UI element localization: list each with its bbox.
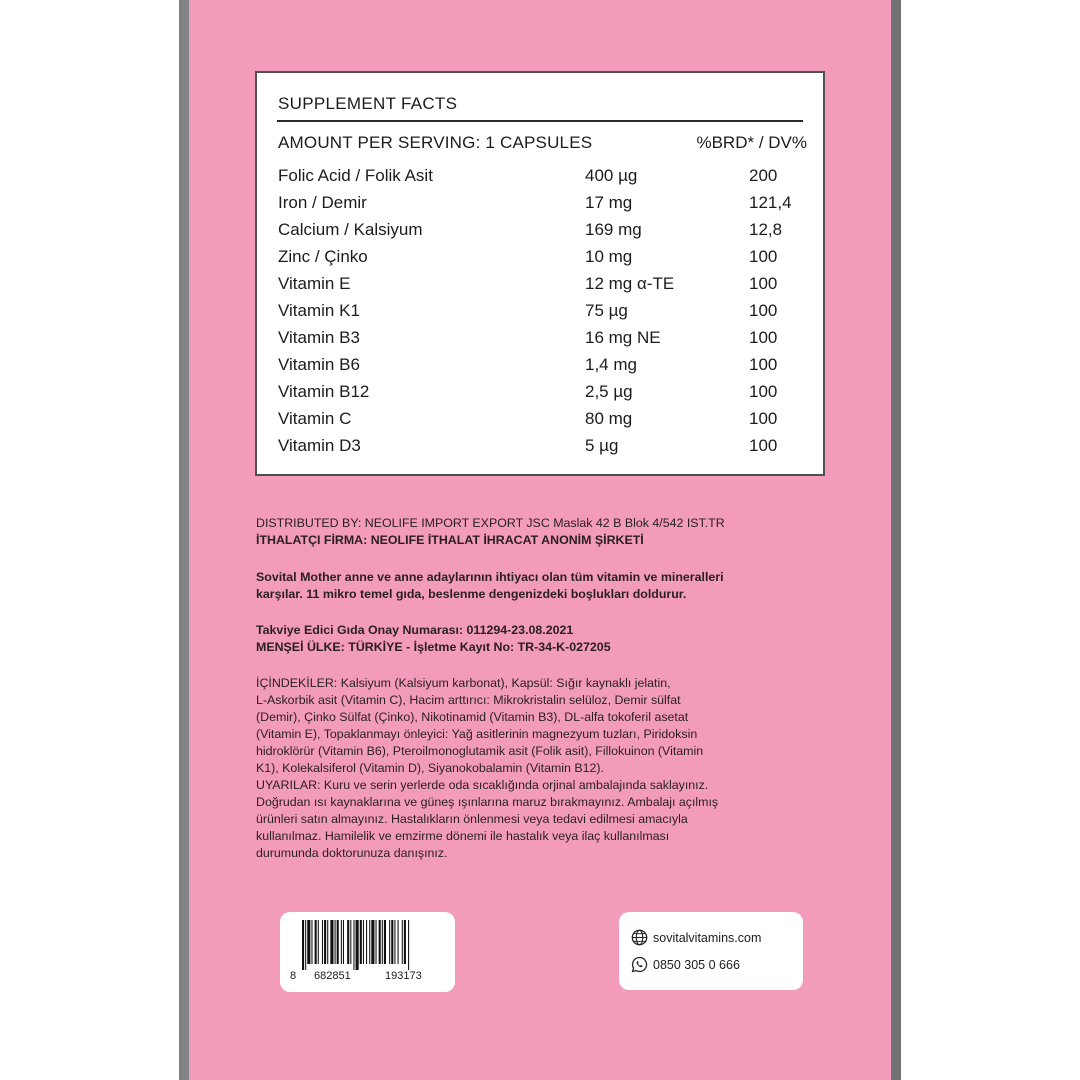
barcode-bar	[389, 920, 390, 964]
description-line: Sovital Mother anne ve anne adaylarının ihtiyacı olan tüm vitamin ve mineralleri	[256, 570, 724, 584]
barcode-bar	[315, 920, 317, 964]
serving-label: AMOUNT PER SERVING: 1 CAPSULES	[278, 133, 593, 152]
nutrient-dv: 100	[749, 382, 778, 401]
barcode-bar	[402, 920, 403, 964]
nutrient-amount: 169 mg	[585, 220, 642, 239]
nutrient-amount: 80 mg	[585, 409, 633, 428]
facts-row	[278, 328, 808, 354]
ingredients-line: L-Askorbik asit (Vitamin C), Hacim arttırıcı: Mikrokristalin selüloz, Demir sülfat	[256, 693, 681, 707]
nutrient-dv: 100	[749, 436, 778, 455]
barcode-bar	[341, 920, 342, 964]
nutrient-name: Iron / Demir	[278, 193, 367, 212]
facts-row	[278, 382, 808, 408]
nutrient-dv: 121,4	[749, 193, 792, 212]
facts-row	[278, 193, 808, 219]
nutrient-name: Zinc / Çinko	[278, 247, 368, 266]
dv-label: %BRD* / DV%	[696, 133, 807, 152]
nutrient-amount: 400 µg	[585, 166, 638, 185]
barcode-bar	[322, 920, 323, 964]
nutrient-amount: 5 µg	[585, 436, 619, 455]
approval-number: Takviye Edici Gıda Onay Numarası: 011294-23.08.2021	[256, 623, 574, 637]
nutrient-dv: 100	[749, 274, 778, 293]
facts-row	[278, 166, 808, 192]
barcode-bar	[371, 920, 374, 964]
barcode-bar	[330, 920, 333, 964]
phone-number[interactable]: 0850 305 0 666	[653, 957, 740, 972]
barcode-bar	[369, 920, 370, 964]
website-link[interactable]: sovitalvitamins.com	[653, 930, 762, 945]
importer-line: İTHALATÇI FİRMA: NEOLIFE İTHALAT İHRACAT ANONİM ŞİRKETİ	[256, 533, 644, 547]
whatsapp-icon	[631, 956, 648, 973]
ingredients-line: K1), Kolekalsiferol (Vitamin D), Siyanokobalamin (Vitamin B12).	[256, 761, 605, 775]
nutrient-name: Vitamin E	[278, 274, 351, 293]
nutrient-dv: 12,8	[749, 220, 783, 239]
ingredients-line: hidroklörür (Vitamin B6), Pteroilmonoglutamik asit (Folik asit), Fillokuinon (Vitamin	[256, 744, 704, 758]
barcode-bar	[394, 920, 395, 964]
nutrient-dv: 100	[749, 301, 778, 320]
barcode-bar	[384, 920, 386, 964]
barcode-bar	[353, 920, 354, 970]
barcode-bar	[343, 920, 344, 964]
barcode-bar	[347, 920, 349, 964]
warnings-line: ürünleri satın almayınız. Hastalıkların önlenmesi veya tedavi edilmesi amacıyla	[256, 812, 688, 826]
nutrient-dv: 100	[749, 328, 778, 347]
barcode-bar	[382, 920, 383, 964]
barcode-digit: 8	[290, 970, 297, 982]
website-row[interactable]	[631, 929, 761, 946]
nutrient-name: Folic Acid / Folik Asit	[278, 166, 433, 185]
barcode-bar	[335, 920, 336, 964]
facts-row	[278, 409, 808, 435]
nutrient-amount: 1,4 mg	[585, 355, 637, 374]
nutrient-amount: 10 mg	[585, 247, 633, 266]
nutrient-amount: 2,5 µg	[585, 382, 633, 401]
facts-row	[278, 355, 808, 381]
barcode-bar	[350, 920, 351, 964]
facts-row	[278, 247, 808, 273]
globe-icon	[631, 929, 648, 946]
nutrient-name: Calcium / Kalsiyum	[278, 220, 423, 239]
supplement-facts-box	[255, 71, 825, 476]
barcode-card	[280, 912, 455, 992]
nutrient-name: Vitamin B12	[278, 382, 370, 401]
barcode-bar	[366, 920, 367, 964]
nutrient-amount: 12 mg α-TE	[585, 274, 675, 293]
barcode-bar	[379, 920, 381, 964]
barcode-bar	[327, 920, 328, 964]
ingredients-line: İÇİNDEKİLER: Kalsiyum (Kalsiyum karbonat), Kapsül: Sığır kaynaklı jelatin,	[256, 676, 671, 690]
barcode-icon	[290, 920, 445, 970]
nutrient-name: Vitamin K1	[278, 301, 360, 320]
facts-title: SUPPLEMENT FACTS	[278, 94, 458, 113]
barcode-bar	[311, 920, 312, 964]
nutrient-name: Vitamin B3	[278, 328, 360, 347]
barcode-group: 682851	[314, 970, 351, 982]
nutrient-dv: 100	[749, 355, 778, 374]
facts-row	[278, 436, 808, 462]
barcode-group: 193173	[385, 970, 422, 982]
facts-row	[278, 301, 808, 327]
warnings-line: UYARILAR: Kuru ve serin yerlerde oda sıcaklığında orjinal ambalajında saklayınız.	[256, 778, 709, 792]
barcode-bar	[305, 920, 306, 970]
nutrient-amount: 75 µg	[585, 301, 628, 320]
description-line: karşılar. 11 mikro temel gıda, beslenme dengenizdeki boşlukları doldurur.	[256, 587, 687, 601]
barcode-bar	[302, 920, 304, 970]
barcode-bar	[404, 920, 406, 964]
nutrient-name: Vitamin B6	[278, 355, 360, 374]
warnings-line: kullanılmaz. Hamilelik ve emzirme dönemi ile hastalık veya ilaç kullanılması	[256, 829, 670, 843]
nutrient-amount: 16 mg NE	[585, 328, 661, 347]
barcode-bar	[398, 920, 399, 964]
barcode-bar	[307, 920, 310, 964]
barcode-bar	[318, 920, 319, 964]
warnings-line: durumunda doktorunuza danışınız.	[256, 846, 448, 860]
nutrient-dv: 200	[749, 166, 778, 185]
warnings-line: Doğrudan ısı kaynaklarına ve güneş ışınlarına maruz bırakmayınız. Ambalajı açılmış	[256, 795, 719, 809]
barcode-bar	[408, 920, 409, 970]
barcode-bar	[337, 920, 339, 964]
distributor-line: DISTRIBUTED BY: NEOLIFE IMPORT EXPORT JSC Maslak 42 B Blok 4/542 IST.TR	[256, 516, 725, 530]
nutrient-name: Vitamin C	[278, 409, 352, 428]
origin-registration: MENŞEİ ÜLKE: TÜRKİYE - İşletme Kayıt No: TR-34-K-027205	[256, 640, 611, 654]
facts-row	[278, 274, 808, 300]
barcode-bar	[360, 920, 362, 964]
barcode-bar	[376, 920, 377, 964]
nutrient-dv: 100	[749, 247, 778, 266]
nutrient-amount: 17 mg	[585, 193, 633, 212]
phone-row[interactable]	[631, 956, 740, 973]
contact-card	[619, 912, 803, 990]
nutrient-dv: 100	[749, 409, 778, 428]
facts-divider	[277, 120, 803, 122]
barcode-bar	[391, 920, 393, 964]
facts-row	[278, 220, 808, 246]
barcode-bar	[363, 920, 364, 964]
ingredients-line: (Vitamin E), Topaklanmayı önleyici: Yağ asitlerinin magnezyum tuzları, Piridoksin	[256, 727, 698, 741]
barcode-bar	[356, 920, 359, 970]
nutrient-name: Vitamin D3	[278, 436, 361, 455]
barcode-bar	[324, 920, 326, 964]
ingredients-line: (Demir), Çinko Sülfat (Çinko), Nikotinamid (Vitamin B3), DL-alfa tokoferil asetat	[256, 710, 689, 724]
